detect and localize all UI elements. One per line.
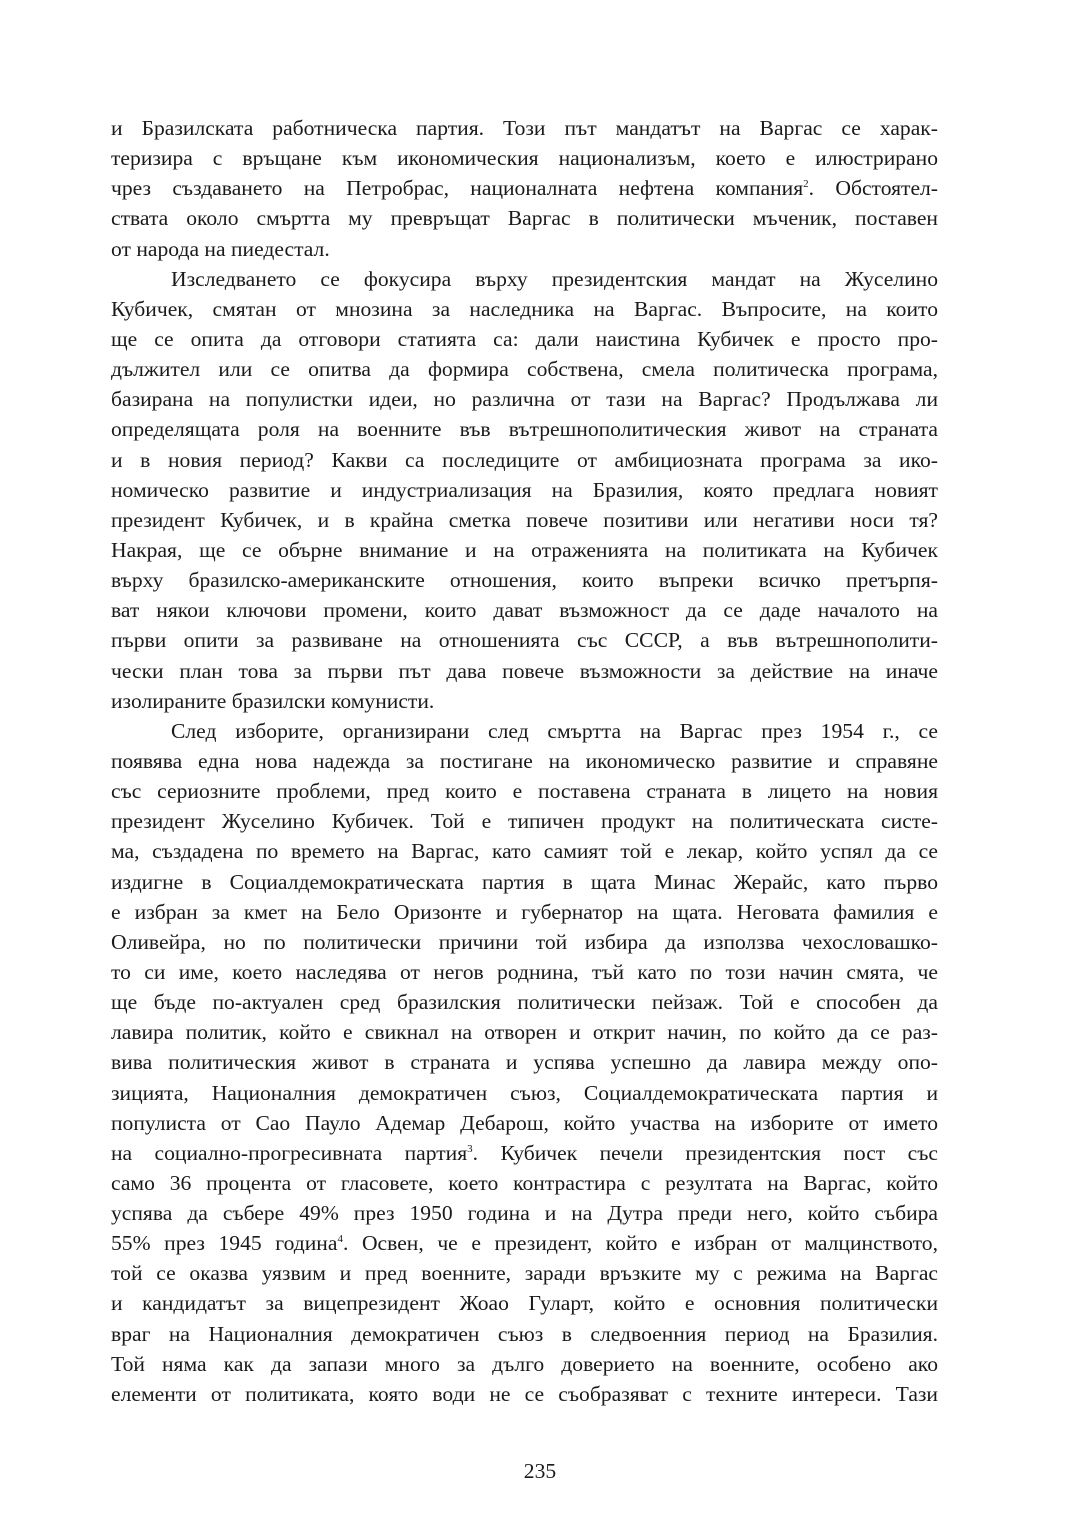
page-number: 235 <box>523 1459 557 1483</box>
line-text: ще се опита да отговори статията са: дали наистина Кубичек е просто про- <box>111 326 938 351</box>
text-line <box>111 1108 938 1138</box>
text-line <box>111 1198 938 1228</box>
text-line <box>111 445 938 475</box>
text-line <box>111 716 938 746</box>
text-line <box>111 927 938 957</box>
line-text: Кубичек, смятан от мнозина за наследника на Варгас. Въпросите, на които <box>111 296 938 321</box>
line-text: Той няма как да запази много за дълго доверието на военните, особено ако <box>111 1351 938 1376</box>
text-line <box>111 1319 938 1349</box>
line-text: номическо развитие и индустриализация на Бразилия, която предлага новият <box>111 477 938 502</box>
line-text: 55% през 1945 година <box>111 1231 338 1256</box>
line-text: ма, създадена по времето на Варгас, като самият той е лекар, който успял да се <box>111 839 938 864</box>
line-text: и Бразилската работническа партия. Този път мандатът на Варгас се харак- <box>111 116 938 140</box>
text-line <box>111 836 938 866</box>
line-text: чрез създаването на Петробрас, националната нефтена компания <box>111 176 804 201</box>
line-text: на социално-прогресивната партия <box>111 1140 468 1165</box>
line-text: то си име, което наследява от негов роднина, тъй като по този начин смята, че <box>111 959 938 984</box>
line-text: върху бразилско-американските отношения, които въпреки всичко претърпя- <box>111 568 938 593</box>
text-line <box>111 957 938 987</box>
text-line <box>111 1168 938 1198</box>
text-line <box>111 686 938 716</box>
line-text: лавира политик, който е свикнал на отворен и открит начин, по който да се раз- <box>111 1020 938 1045</box>
line-text: със сериозните проблеми, пред които е поставена страната в лицето на новия <box>111 779 938 804</box>
text-line <box>111 746 938 776</box>
text-line <box>111 535 938 565</box>
text-line <box>111 414 938 444</box>
footnote-marker: 4 <box>337 1233 343 1246</box>
text-line <box>111 625 938 655</box>
line-text: успява да събере 49% през 1950 година и на Дутра преди него, който събира <box>111 1201 938 1226</box>
text-line <box>111 173 938 203</box>
text-line <box>111 264 938 294</box>
line-text: само 36 процента от гласовете, което контрастира с резултата на Варгас, който <box>111 1170 938 1195</box>
text-line <box>111 505 938 535</box>
text-line <box>111 384 938 414</box>
line-text: той се оказва уязвим и пред военните, заради връзките му с режима на Варгас <box>111 1261 938 1286</box>
text-line <box>111 1258 938 1288</box>
line-text: появява една нова надежда за постигане на икономическо развитие и справяне <box>111 748 938 773</box>
line-text: враг на Националния демократичен съюз в следвоенния период на Бразилия. <box>111 1321 938 1346</box>
text-line <box>111 234 938 264</box>
text-line <box>111 1288 938 1318</box>
line-text: теризира с връщане към икономическия национализъм, което е илюстрирано <box>111 146 938 171</box>
text-line <box>111 1047 938 1077</box>
page-body <box>111 113 938 1409</box>
line-text: определящата роля на военните във вътрешнополитическия живот на страната <box>111 417 938 442</box>
text-line <box>111 595 938 625</box>
line-text: и кандидатът за вицепрезидент Жоао Гуларт, който е основния политически <box>111 1291 938 1316</box>
footnote-marker: 3 <box>467 1142 473 1155</box>
text-line <box>111 475 938 505</box>
line-text: президент Жуселино Кубичек. Той е типичен продукт на политическата систе- <box>111 809 938 834</box>
text-line <box>111 1017 938 1047</box>
footnote-marker: 2 <box>803 178 809 191</box>
line-text: зицията, Националния демократичен съюз, Социалдемократическата партия и <box>111 1080 938 1105</box>
line-text: първи опити за развиване на отношенията със СССР, а във вътрешнополити- <box>111 628 938 653</box>
line-text: базирана на популистки идеи, но различна от тази на Варгас? Продължава ли <box>111 387 938 412</box>
text-line <box>111 1379 938 1409</box>
line-text: ват някои ключови промени, които дават възможност да се даде началото на <box>111 598 938 623</box>
text-line <box>111 143 938 173</box>
text-line <box>111 1349 938 1379</box>
text-line <box>111 806 938 836</box>
line-text: от народа на пиедестал. <box>111 236 330 261</box>
line-text: След изборите, организирани след смъртта на Варгас през 1954 г., се <box>171 718 938 743</box>
text-line <box>111 987 938 1017</box>
line-text: изолираните бразилски комунисти. <box>111 688 435 713</box>
line-text: ще бъде по-актуален сред бразилския политически пейзаж. Той е способен да <box>111 990 938 1015</box>
line-text-continued: . Кубичек печели президентския пост със <box>472 1140 938 1165</box>
line-text-continued: . Обстоятел- <box>808 176 938 201</box>
text-line <box>111 113 938 143</box>
line-text: популиста от Сао Пауло Адемар Дебарош, който участва на изборите от името <box>111 1110 938 1135</box>
line-text: и в новия период? Какви са последиците от амбициозната програма за ико- <box>111 447 938 472</box>
text-line <box>111 656 938 686</box>
line-text: вива политическия живот в страната и успява успешно да лавира между опо- <box>111 1050 938 1075</box>
line-text: е избран за кмет на Бело Оризонте и губернатор на щата. Неговата фамилия е <box>111 899 938 924</box>
text-line <box>111 565 938 595</box>
text-line <box>111 1078 938 1108</box>
text-line <box>111 354 938 384</box>
line-text: чески план това за първи път дава повече възможности за действие на иначе <box>111 658 938 683</box>
text-line <box>111 776 938 806</box>
line-text: Изследването се фокусира върху президентския мандат на Жуселино <box>171 266 938 291</box>
text-line <box>111 294 938 324</box>
line-text-continued: . Освен, че е президент, който е избран от малцинството, <box>342 1231 938 1256</box>
line-text: президент Кубичек, и в крайна сметка повече позитиви или негативи носи тя? <box>111 507 938 532</box>
line-text: Оливейра, но по политически причини той избира да използва чехословашко- <box>111 929 938 954</box>
line-text: елементи от политиката, която води не се съобразяват с техните интереси. Тази <box>111 1381 938 1406</box>
text-line <box>111 1138 938 1168</box>
text-line <box>111 324 938 354</box>
text-line <box>111 1228 938 1258</box>
text-line <box>111 203 938 233</box>
text-line <box>111 867 938 897</box>
line-text: дължител или се опитва да формира собствена, смела политическа програма, <box>111 357 938 382</box>
line-text: издигне в Социалдемократическата партия в щата Минас Жерайс, като първо <box>111 869 938 894</box>
line-text: Накрая, ще се обърне внимание и на отраженията на политиката на Кубичек <box>111 537 938 562</box>
text-line <box>111 897 938 927</box>
line-text: ствата около смъртта му превръщат Варгас в политически мъченик, поставен <box>111 206 938 231</box>
